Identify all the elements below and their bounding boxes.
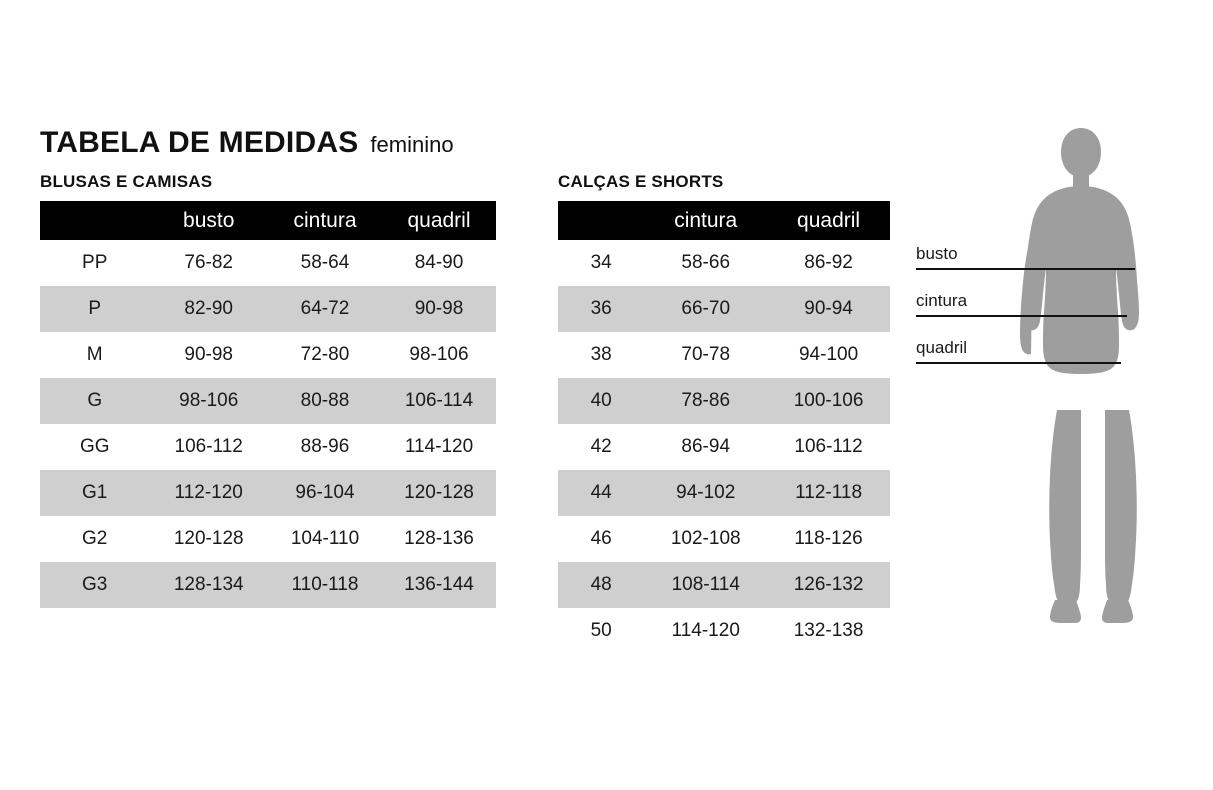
callout-label-busto: busto	[916, 244, 958, 263]
cell-cintura: 94-102	[644, 470, 767, 516]
cell-size: 40	[558, 378, 644, 424]
cell-busto: 128-134	[149, 562, 268, 608]
table-row	[40, 516, 496, 562]
cell-busto: 76-82	[149, 240, 268, 286]
table-caption-calcas: CALÇAS E SHORTS	[558, 172, 724, 191]
table-header-row	[558, 201, 890, 240]
cell-cintura: 78-86	[644, 378, 767, 424]
cell-cintura: 108-114	[644, 562, 767, 608]
cell-quadril: 114-120	[382, 424, 496, 470]
cell-cintura: 104-110	[268, 516, 382, 562]
cell-cintura: 58-64	[268, 240, 382, 286]
cell-busto: 120-128	[149, 516, 268, 562]
cell-quadril: 84-90	[382, 240, 496, 286]
body-measurement-diagram	[905, 110, 1205, 670]
cell-size: 46	[558, 516, 644, 562]
callout-line-busto	[916, 268, 1135, 270]
cell-cintura: 102-108	[644, 516, 767, 562]
cell-size: G2	[40, 516, 149, 562]
cell-cintura: 70-78	[644, 332, 767, 378]
table-blusas	[40, 201, 496, 608]
page-title-subtitle: feminino	[370, 132, 454, 157]
cell-quadril: 98-106	[382, 332, 496, 378]
callout-line-quadril	[916, 362, 1121, 364]
cell-size: G1	[40, 470, 149, 516]
callout-line-cintura	[916, 315, 1127, 317]
cell-cintura: 110-118	[268, 562, 382, 608]
table-row	[558, 516, 890, 562]
cell-quadril: 132-138	[767, 608, 890, 654]
cell-cintura: 80-88	[268, 378, 382, 424]
table-row	[558, 286, 890, 332]
table-caption-blusas: BLUSAS E CAMISAS	[40, 172, 213, 191]
cell-cintura: 66-70	[644, 286, 767, 332]
page-title	[40, 126, 454, 160]
table-row	[558, 332, 890, 378]
table-row	[558, 240, 890, 286]
callout-label-cintura: cintura	[916, 291, 968, 310]
column-header-cintura: cintura	[644, 201, 767, 240]
cell-busto: 106-112	[149, 424, 268, 470]
cell-size: 38	[558, 332, 644, 378]
cell-busto: 98-106	[149, 378, 268, 424]
cell-size: M	[40, 332, 149, 378]
cell-size: G3	[40, 562, 149, 608]
cell-quadril: 90-94	[767, 286, 890, 332]
table-calcas	[558, 201, 890, 654]
column-header-size	[40, 201, 149, 240]
cell-size: 48	[558, 562, 644, 608]
table-row	[558, 470, 890, 516]
cell-size: 44	[558, 470, 644, 516]
table-row	[558, 608, 890, 654]
table-row	[40, 286, 496, 332]
cell-quadril: 100-106	[767, 378, 890, 424]
cell-quadril: 106-112	[767, 424, 890, 470]
cell-quadril: 106-114	[382, 378, 496, 424]
cell-quadril: 128-136	[382, 516, 496, 562]
cell-busto: 90-98	[149, 332, 268, 378]
table-row	[40, 332, 496, 378]
column-header-cintura: cintura	[268, 201, 382, 240]
column-header-quadril: quadril	[767, 201, 890, 240]
column-header-busto: busto	[149, 201, 268, 240]
size-table-calcas-shorts	[558, 172, 890, 654]
cell-cintura: 114-120	[644, 608, 767, 654]
cell-cintura: 58-66	[644, 240, 767, 286]
table-row	[40, 470, 496, 516]
size-table-blusas-camisas	[40, 172, 496, 608]
cell-quadril: 86-92	[767, 240, 890, 286]
cell-size: 36	[558, 286, 644, 332]
female-body-silhouette-icon	[905, 110, 1205, 670]
cell-cintura: 64-72	[268, 286, 382, 332]
cell-quadril: 136-144	[382, 562, 496, 608]
table-row	[40, 562, 496, 608]
cell-cintura: 86-94	[644, 424, 767, 470]
cell-cintura: 88-96	[268, 424, 382, 470]
table-row	[40, 378, 496, 424]
page-title-main: TABELA DE MEDIDAS	[40, 126, 359, 159]
cell-quadril: 94-100	[767, 332, 890, 378]
table-row	[558, 562, 890, 608]
table-row	[40, 424, 496, 470]
cell-quadril: 112-118	[767, 470, 890, 516]
cell-cintura: 72-80	[268, 332, 382, 378]
table-row	[558, 378, 890, 424]
cell-size: GG	[40, 424, 149, 470]
table-row	[40, 240, 496, 286]
column-header-size	[558, 201, 644, 240]
callout-label-quadril: quadril	[916, 338, 968, 357]
cell-size: 50	[558, 608, 644, 654]
cell-size: PP	[40, 240, 149, 286]
cell-size: P	[40, 286, 149, 332]
cell-size: G	[40, 378, 149, 424]
table-header-row	[40, 201, 496, 240]
cell-busto: 112-120	[149, 470, 268, 516]
cell-size: 42	[558, 424, 644, 470]
cell-quadril: 126-132	[767, 562, 890, 608]
column-header-quadril: quadril	[382, 201, 496, 240]
cell-cintura: 96-104	[268, 470, 382, 516]
cell-quadril: 120-128	[382, 470, 496, 516]
cell-busto: 82-90	[149, 286, 268, 332]
cell-quadril: 90-98	[382, 286, 496, 332]
cell-quadril: 118-126	[767, 516, 890, 562]
cell-size: 34	[558, 240, 644, 286]
table-row	[558, 424, 890, 470]
